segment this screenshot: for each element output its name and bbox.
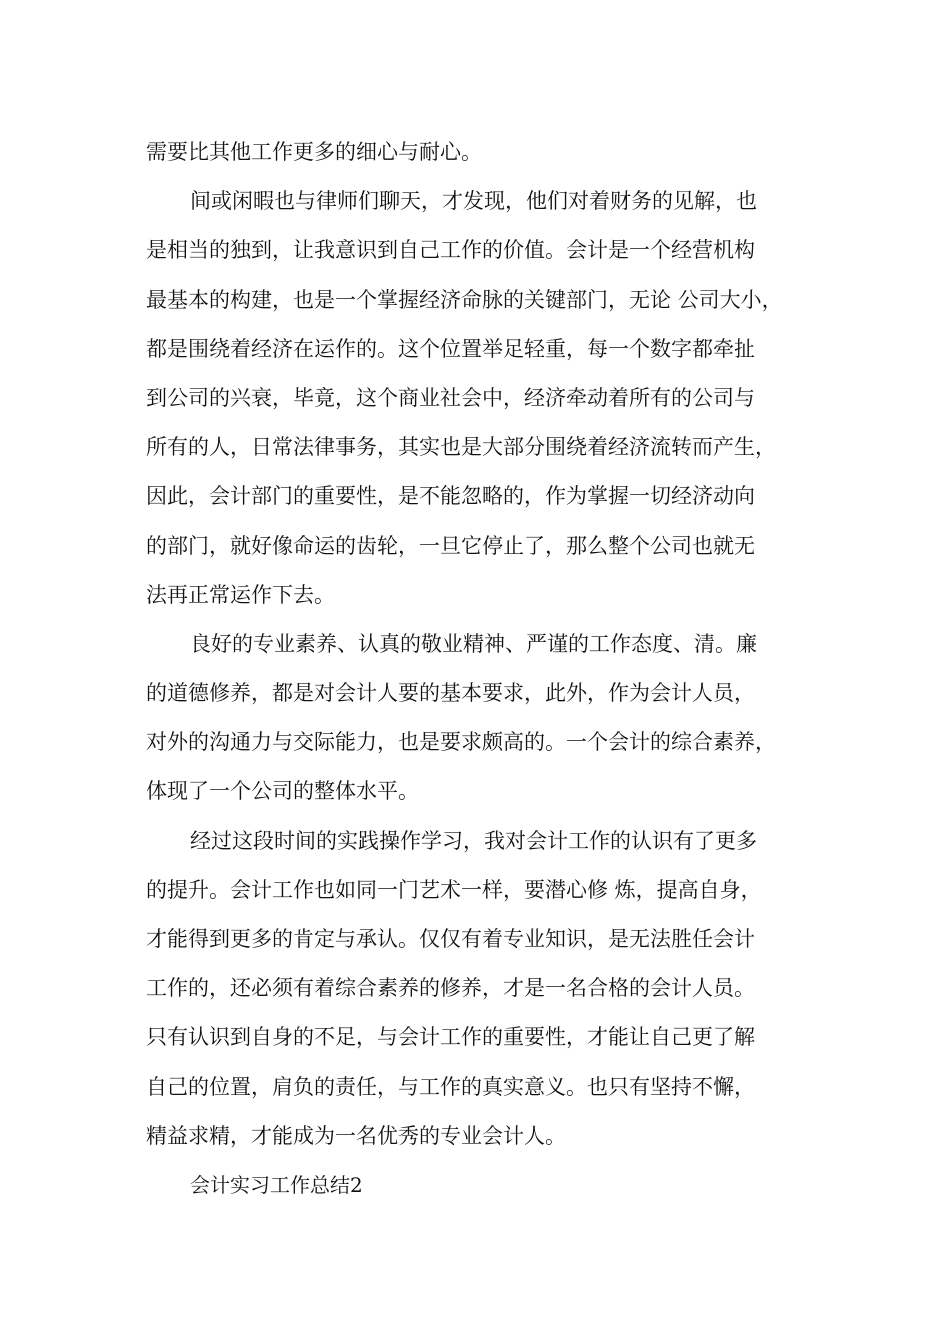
text-line: 精益求精，才能成为一名优秀的专业会计人。 (146, 1123, 566, 1148)
text-line: 的部门，就好像命运的齿轮，一旦它停止了，那么整个公司也就无 (146, 533, 755, 558)
paragraph-start: 良好的专业素养、认真的敬业精神、严谨的工作态度、清。廉 (190, 631, 757, 656)
text-line: 因此，会计部门的重要性，是不能忽略的，作为掌握一切经济动向 (146, 484, 755, 509)
text-line: 所有的人，日常法律事务，其实也是大部分围绕着经济流转而产生， (146, 435, 776, 460)
text-line: 是相当的独到，让我意识到自己工作的价值。会计是一个经营机构 (146, 238, 755, 263)
text-line: 都是围绕着经济在运作的。这个位置举足轻重，每一个数字都牵扯 (146, 336, 755, 361)
text-line: 自己的位置，肩负的责任，与工作的真实意义。也只有坚持不懈， (146, 1074, 755, 1099)
text-line: 最基本的构建，也是一个掌握经济命脉的关键部门，无论 公司大小， (146, 287, 783, 312)
paragraph-start: 经过这段时间的实践操作学习，我对会计工作的认识有了更多 (190, 828, 757, 853)
text-line: 体现了一个公司的整体水平。 (146, 779, 419, 804)
text-line: 到公司的兴衰，毕竟，这个商业社会中，经济牵动着所有的公司与 (146, 385, 755, 410)
text-line: 需要比其他工作更多的细心与耐心。 (146, 140, 482, 164)
text-line: 对外的沟通力与交际能力，也是要求颇高的。一个会计的综合素养， (146, 730, 776, 755)
text-line: 工作的，还必须有着综合素养的修养，才是一名合格的会计人员。 (146, 976, 755, 1001)
text-line: 才能得到更多的肯定与承认。仅仅有着专业知识，是无法胜任会计 (146, 927, 755, 951)
text-line: 只有认识到自身的不足，与会计工作的重要性，才能让自己更了解 (146, 1025, 755, 1050)
text-line: 的提升。会计工作也如同一门艺术一样，要潜心修 炼，提高自身， (146, 877, 762, 902)
paragraph-start: 间或闲暇也与律师们聊天，才发现，他们对着财务的见解，也 (190, 189, 757, 214)
text-line: 法再正常运作下去。 (146, 582, 335, 607)
text-line: 的道德修养，都是对会计人要的基本要求，此外，作为会计人员， (146, 681, 755, 706)
section-heading: 会计实习工作总结2 (190, 1172, 363, 1197)
document-body (146, 128, 836, 1210)
